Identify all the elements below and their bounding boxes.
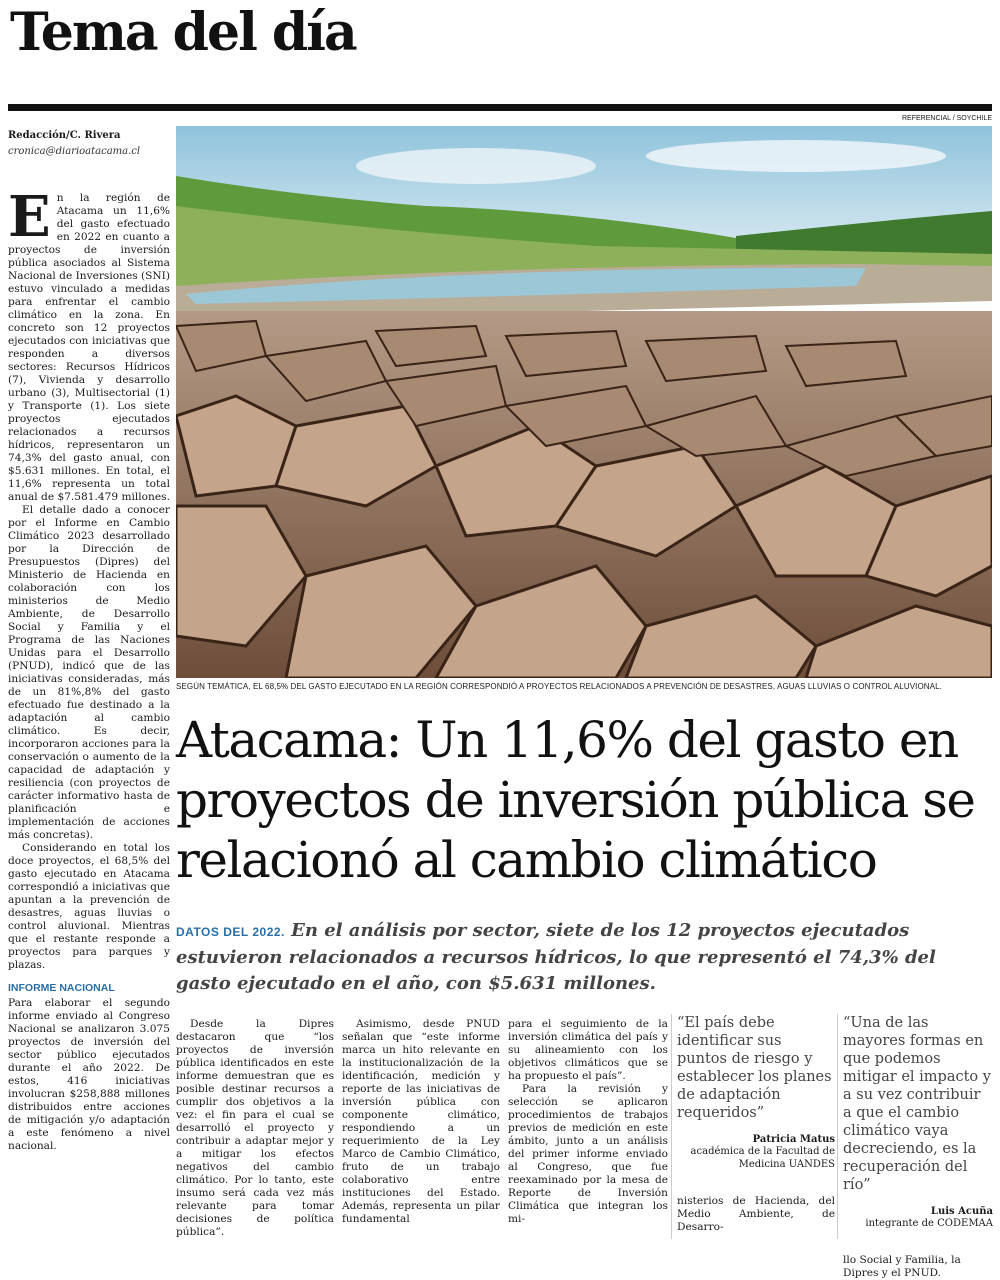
paragraph: El detalle dado a conocer por el Informe en Cambio Climático 2023 desarrollado por la Dirección de Presupuestos (Dipres) del Ministerio de Hacienda en colaboración con los ministerios de Medio Ambiente, de Desarrollo Social y Familia y el Programa de las Naciones Unidas para el Desarrollo (PNUD), indicó que de las iniciativas consideradas, más de un 81%,8% del gasto efectuado fue destinado a la adaptación al cambio climático. Es decir, incorporaron acciones para la conservación o aumento de la capacidad de adaptación y resiliencia (con proyectos de carácter informativo hasta de planificación e implementación de acciones más concretas). <box>8 504 170 841</box>
body-column-2 <box>176 1018 334 1239</box>
column-divider <box>671 1014 672 1239</box>
paragraph: Asimismo, desde PNUD señalan que “este informe marca un hito relevante en la institucionalización de la identificación, medición y reporte de las iniciativas de inversión pública con componente climático, respondiendo a un requerimiento de la Ley Marco de Cambio Climático, fruto de un trabajo colaborativo entre instituciones del Estado. Además, representa un pilar fundamental <box>342 1018 500 1225</box>
paragraph: Para elaborar el segundo informe enviado al Congreso Nacional se analizaron 3.075 proyectos de inversión del sector público ejecutados durante el año 2022. De estos, 416 iniciativas involucran $258,888 millones distribuidos entre acciones de mitigación y/o adaptación a este fenómeno a nivel nacional. <box>8 997 170 1152</box>
quote-name: Patricia Matus <box>752 1134 835 1145</box>
quote-role: integrante de CODEMAA <box>865 1218 993 1229</box>
headline: Atacama: Un 11,6% del gasto en proyectos de inversión pública se relacionó al cambio climático <box>176 711 975 889</box>
pull-quote-1 <box>677 1014 835 1234</box>
deck-tag: DATOS DEL 2022. <box>176 925 285 939</box>
cracked-earth-photo <box>176 126 992 678</box>
quote-name: Luis Acuña <box>930 1206 993 1217</box>
body-column-3 <box>342 1018 500 1226</box>
left-column <box>8 184 170 1153</box>
landscape-illustration <box>176 126 992 678</box>
paragraph: para el seguimiento de la inversión climática del país y su alineamiento con los objetivos climáticos que se ha propuesto el país”. <box>508 1018 668 1082</box>
deck <box>176 918 992 997</box>
subhead-informe-nacional: INFORME NACIONAL <box>8 982 115 994</box>
photo-caption: SEGÚN TEMÁTICA, EL 68,5% DEL GASTO EJECUTADO EN LA REGIÓN CORRESPONDIÓ A PROYECTOS RELACIONADOS A PREVENCIÓN DE DESASTRES, AGUAS LLUVIAS O CONTROL ALUVIONAL. <box>176 682 942 691</box>
lead-paragraph: En la región de Atacama un 11,6% del gasto efectuado en 2022 en cuanto a proyectos de inversión pública asociados al Sistema Nacional de Inversiones (SNI) estuvo vinculado a medidas para enfrentar el cambio climático en la zona. En concreto son 12 proyectos ejecutados con iniciativas que responden a diversos sectores: Recursos Hídricos (7), Vivienda y desarrollo urbano (3), Multisectorial (1) y Transporte (1). Los siete proyectos ejecutados relacionados a recursos hídricos, representaron un 74,3% del gasto anual, con $5.631 millones. En total, el 11,6% representa un total anual de $7.581.479 millones. <box>8 184 170 503</box>
photo-credit: REFERENCIAL / SOYCHILE <box>902 115 992 122</box>
paragraph: Considerando en total los doce proyectos, el 68,5% del gasto ejecutado en Atacama correspondió a iniciativas que apuntan a la prevención de desastres, aguas lluvias o control aluvional. Mientras que el restante responde a proyectos para parques y plazas. <box>8 842 170 971</box>
deck-text: En el análisis por sector, siete de los 12 proyectos ejecutados estuvieron relacionados a recursos hídricos, lo que representó el 74,3% del gasto ejecutado en el año, con $5.631 millones. <box>176 920 936 994</box>
byline-email[interactable]: cronica@diarioatacama.cl <box>8 146 141 157</box>
paragraph: Para la revisión y selección se aplicaron procedimientos de trabajos previos de medición en este ámbito, junto a un análisis del primer informe enviado al Congreso, que fue reexaminado por la mesa de Reporte de Inversión Climática que integran los mi- <box>508 1083 668 1225</box>
quote-text: “El país debe identificar sus puntos de riesgo y establecer los planes de adaptación requeridos” <box>677 1015 832 1121</box>
continued-text: nisterios de Hacienda, del Medio Ambiente, de Desarro- <box>677 1195 835 1233</box>
drop-cap: E <box>8 184 51 250</box>
section-title: Tema del día <box>10 2 356 63</box>
continued-text: llo Social y Familia, la Dipres y el PNUD. <box>843 1254 961 1279</box>
quote-text: “Una de las mayores formas en que podemos mitigar el impacto y a su vez contribuir a que el cambio climático vaya decreciendo, es la recuperación del río” <box>843 1015 991 1193</box>
body-column-4 <box>508 1018 668 1226</box>
quote-role: académica de la Facultad de Medicina UANDES <box>690 1146 835 1170</box>
column-divider <box>837 1014 838 1239</box>
section-rule <box>8 104 992 111</box>
pull-quote-2 <box>843 1014 993 1280</box>
paragraph: Desde la Dipres destacaron que “los proyectos de inversión pública identificados en este informe demuestran que es posible destinar recursos a cumplir dos objetivos a la vez: el fin para el cual se desarrolló el proyecto y contribuir a adaptar mejor y a mitigar los efectos negativos del cambio climático. Por lo tanto, este insumo será cada vez más relevante para tomar decisiones de política pública”. <box>176 1018 334 1238</box>
byline-author: Redacción/C. Rivera <box>8 130 121 141</box>
